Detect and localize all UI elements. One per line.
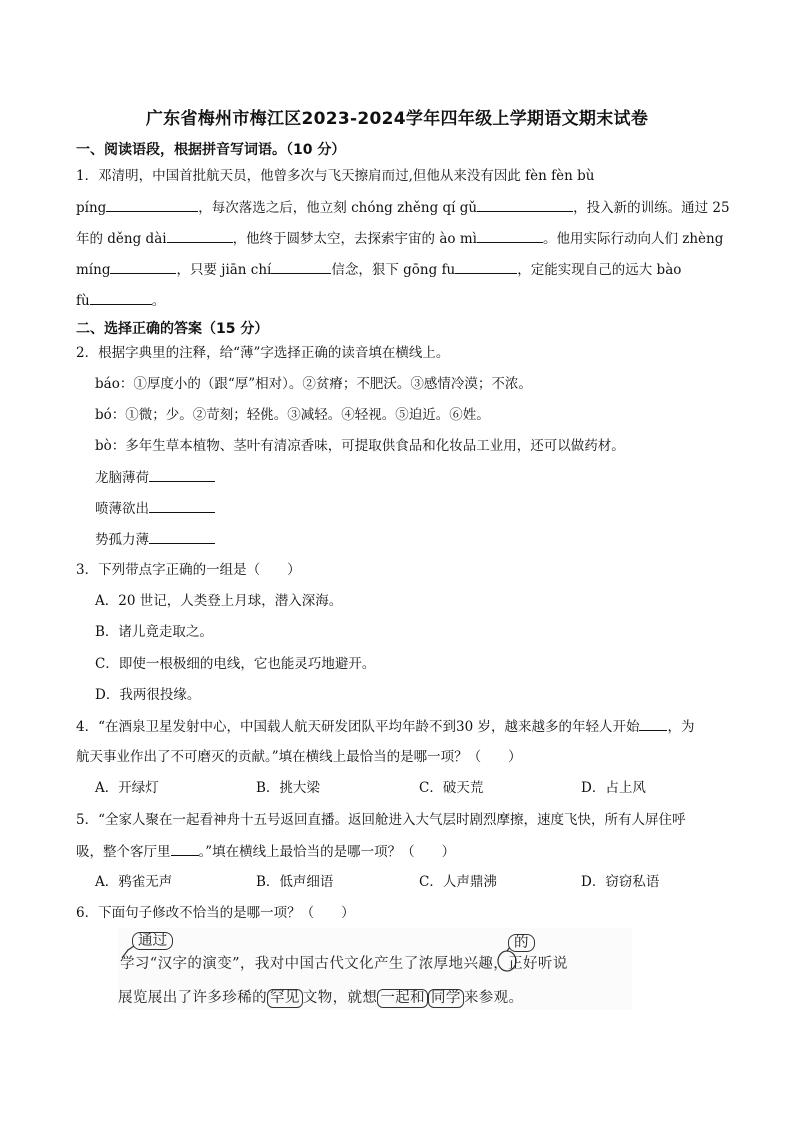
figure-box-hanjian: 罕见	[267, 989, 303, 1008]
figure-line-1a: 学习“汉字的演变”，我对中国古代文化产生了浓厚	[120, 956, 449, 972]
q4-option-d[interactable]: D．占上风	[581, 780, 646, 796]
q2-blank-2[interactable]	[149, 499, 215, 513]
q4-option-b[interactable]: B．挑大梁	[256, 780, 320, 796]
q1-line-4	[76, 260, 681, 279]
q6-stem: 6．下面句子修改不恰当的是哪一项？（ ）	[76, 905, 355, 921]
q1-pinyin-1b: píng	[76, 200, 107, 216]
q1-blank-4[interactable]	[477, 229, 543, 243]
figure-line-2b: 文物，就想	[302, 990, 378, 1006]
figure-char-di: 地	[448, 956, 464, 972]
q4-text-1b: ，为	[667, 719, 695, 735]
q1-line-5	[76, 291, 165, 310]
section-2-heading: 二、选择正确的答案（15 分）	[76, 321, 269, 337]
q4-option-a[interactable]: A．开绿灯	[95, 780, 159, 796]
q2-word-3	[95, 530, 215, 549]
q2-stem: 2．根据字典里的注释，给“薄”字选择正确的读音填在横线上。	[76, 345, 450, 361]
q1-text-4d: ，定能实现自己的远大 bào	[517, 262, 682, 278]
figure-box-tongxue: 同学	[428, 989, 464, 1008]
q3-option-a[interactable]: A．20 世记，人类登上月球，潜入深海。	[95, 593, 343, 609]
q3-option-b[interactable]: B．诸儿竟走取之。	[95, 624, 213, 640]
q2-word-2	[95, 499, 215, 518]
q1-blank-6[interactable]	[271, 260, 331, 274]
q5-line-2	[76, 842, 455, 861]
q4-text-1a: 4．“在酒泉卫星发射中心，中国载人航天研发团队平均年龄不到30 岁，越来越多的年轻人开始	[76, 719, 640, 735]
q5-option-d[interactable]: D．窃窃私语	[581, 874, 660, 890]
q2-blank-1[interactable]	[149, 468, 215, 482]
q2-word-2-text: 喷薄欲出	[95, 501, 149, 517]
q3-option-d[interactable]: D．我两很投缘。	[95, 687, 201, 703]
figure-box-yiqihe: 一起和	[377, 989, 428, 1008]
q2-word-1	[95, 468, 215, 487]
q1-text-5a: fù	[76, 293, 90, 309]
q5-line-1: 5．“全家人聚在一起看神舟十五号返回直播。返回舱进入大气层时剧烈摩擦，速度飞快，所有人屏住呼	[76, 812, 686, 828]
q1-line-3	[76, 229, 723, 248]
q1-blank-2[interactable]	[477, 198, 573, 212]
q1-text-3a: 年的 děng dài	[76, 231, 167, 247]
q4-option-c[interactable]: C．破天荒	[419, 780, 484, 796]
figure-line-1b: 兴趣，正好听说	[463, 956, 568, 972]
q1-text-4c: 信念，狠下 gōng fu	[331, 262, 456, 278]
q5-option-b[interactable]: B．低声细语	[256, 874, 334, 890]
insert-mark-de: 的	[508, 934, 535, 952]
q2-def-bo2: bó：①微；少。②苛刻；轻佻。③减轻。④轻视。⑤迫近。⑥姓。	[95, 407, 490, 423]
q1-text-2c: ，投入新的训练。通过 25	[573, 200, 730, 216]
q1-text-4b: ，只要 jiān chí	[176, 262, 272, 278]
q1-blank-3[interactable]	[167, 229, 233, 243]
q5-option-a[interactable]: A．鸦雀无声	[95, 874, 173, 890]
q5-text-2b: 。”填在横线上最恰当的是哪一项？（ ）	[198, 844, 456, 860]
q2-word-1-text: 龙脑薄荷	[95, 470, 149, 486]
q5-option-c[interactable]: C．人声鼎沸	[419, 874, 497, 890]
q5-blank[interactable]	[171, 842, 199, 856]
q6-correction-figure	[118, 928, 632, 1010]
figure-line-2a: 展览展出了许多珍稀的	[118, 990, 267, 1006]
q3-stem: 3．下列带点字正确的一组是（ ）	[76, 562, 301, 578]
q1-text-3c: 。他用实际行动向人们 zhèng	[542, 231, 724, 247]
figure-line-2	[118, 986, 523, 1008]
q2-blank-3[interactable]	[149, 530, 215, 544]
q4-blank[interactable]	[639, 717, 667, 731]
insert-mark-tongguo: 通过	[132, 932, 173, 950]
q1-text-4a: míng	[76, 262, 111, 278]
q1-blank-1[interactable]	[106, 198, 198, 212]
q1-text-2b: ，每次落选之后，他立刻 chóng zhěng qí gǔ	[198, 200, 478, 216]
q2-def-bo4: bò：多年生草本植物、茎叶有清凉香味，可提取供食品和化妆品工业用，还可以做药材。	[95, 438, 625, 454]
q5-text-2a: 吸，整个客厅里	[76, 844, 171, 860]
q2-word-3-text: 势孤力薄	[95, 532, 149, 548]
q4-line-2: 航天事业作出了不可磨灭的贡献。”填在横线上最恰当的是哪一项？（ ）	[76, 749, 522, 765]
section-1-heading: 一、阅读语段，根据拼音写词语。（10 分）	[76, 142, 346, 158]
figure-line-1	[120, 952, 568, 973]
q1-text-5b: 。	[151, 293, 166, 309]
q2-def-bao: báo：①厚度小的（跟“厚”相对）。②贫瘠；不肥沃。③感情冷漠；不浓。	[95, 376, 532, 392]
q4-line-1	[76, 717, 694, 736]
q1-blank-5[interactable]	[110, 260, 176, 274]
q1-blank-8[interactable]	[90, 291, 152, 305]
q1-blank-7[interactable]	[455, 260, 517, 274]
q1-line-1: 1．邓清明，中国首批航天员，他曾多次与飞天擦肩而过,但他从来没有因此 fèn fèn bù	[76, 168, 595, 184]
figure-line-2c: 来参观。	[463, 990, 524, 1006]
q3-option-c[interactable]: C．即使一根极细的电线，它也能灵巧地避开。	[95, 656, 376, 672]
exam-title: 广东省梅州市梅江区2023-2024学年四年级上学期语文期末试卷	[145, 109, 649, 129]
q1-line-2	[76, 198, 730, 217]
q1-text-3b: ，他终于圆梦太空，去探索宇宙的 ào mì	[232, 231, 477, 247]
